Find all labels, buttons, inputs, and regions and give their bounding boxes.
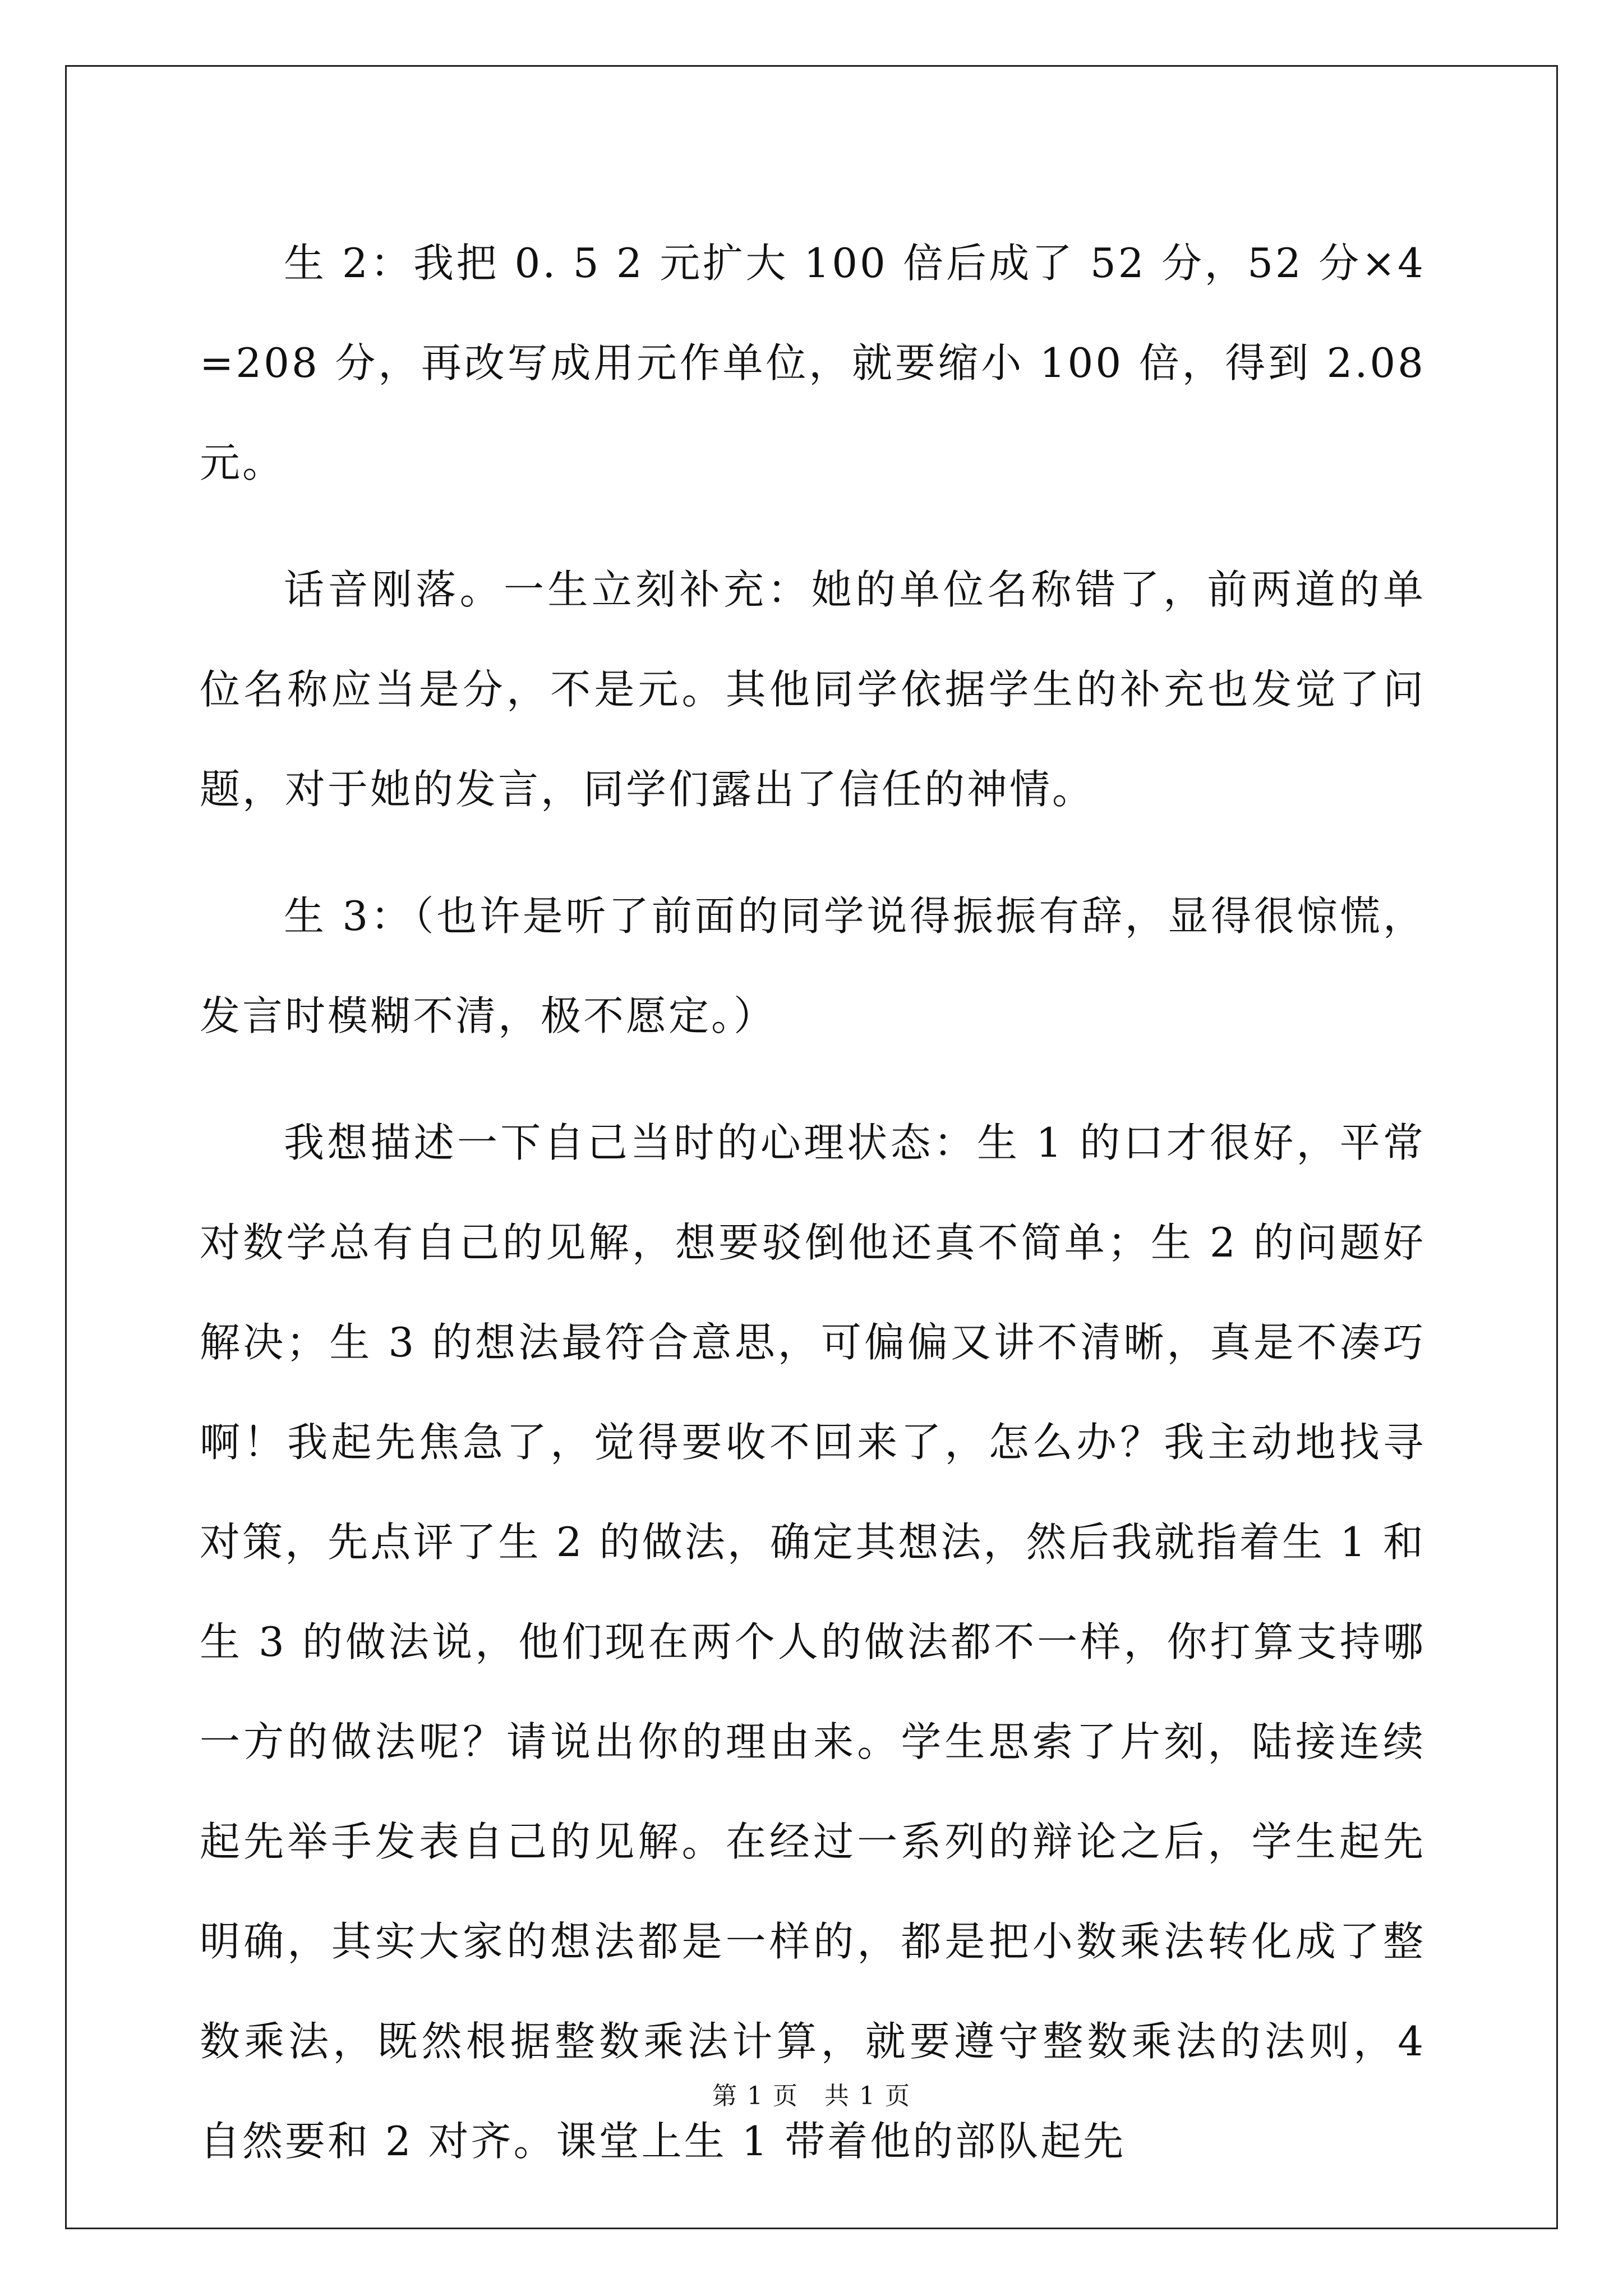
page-number: 第 1 页 共 1 页 <box>712 2082 911 2110</box>
paragraph: 话音刚落。一生立刻补充：她的单位名称错了，前两道的单位名称应当是分，不是元。其他同学依据学生的补充也发觉了问题，对于她的发言，同学们露出了信任的神情。 <box>200 566 1426 813</box>
document-body <box>200 213 1426 2218</box>
paragraph: 生 3：（也许是听了前面的同学说得振振有辞，显得很惊慌，发言时模糊不清，极不愿定。） <box>200 892 1426 1039</box>
paragraph: 我想描述一下自己当时的心理状态：生 1 的口才很好，平常对数学总有自己的见解，想要驳倒他还真不简单；生 2 的问题好解决；生 3 的想法最符合意思，可偏偏又讲不清晰，真是不凑巧啊！我起先焦急了，觉得要收不回来了，怎么办？我主动地找寻对策，先点评了生 2 的做法，确定其想法，然后我就指着生 1 和生 3 的做法说，他们现在两个人的做法都不一样，你打算支持哪一方的做法呢？请说出你的理由来。学生思索了片刻，陆接连续起先举手发表自己的见解。在经过一系列的辩论之后，学生起先明确，其实大家的想法都是一样的，都是把小数乘法转化成了整数乘法，既然根据整数乘法计算，就要遵守整数乘法的法则，4 自然要和 2 对齐。课堂上生 1 带着他的部队起先 <box>200 1119 1426 2165</box>
paragraph: 生 2：我把 0. 5 2 元扩大 100 倍后成了 52 分，52 分×4=208 分，再改写成用元作单位，就要缩小 100 倍，得到 2.08 元。 <box>200 240 1426 486</box>
